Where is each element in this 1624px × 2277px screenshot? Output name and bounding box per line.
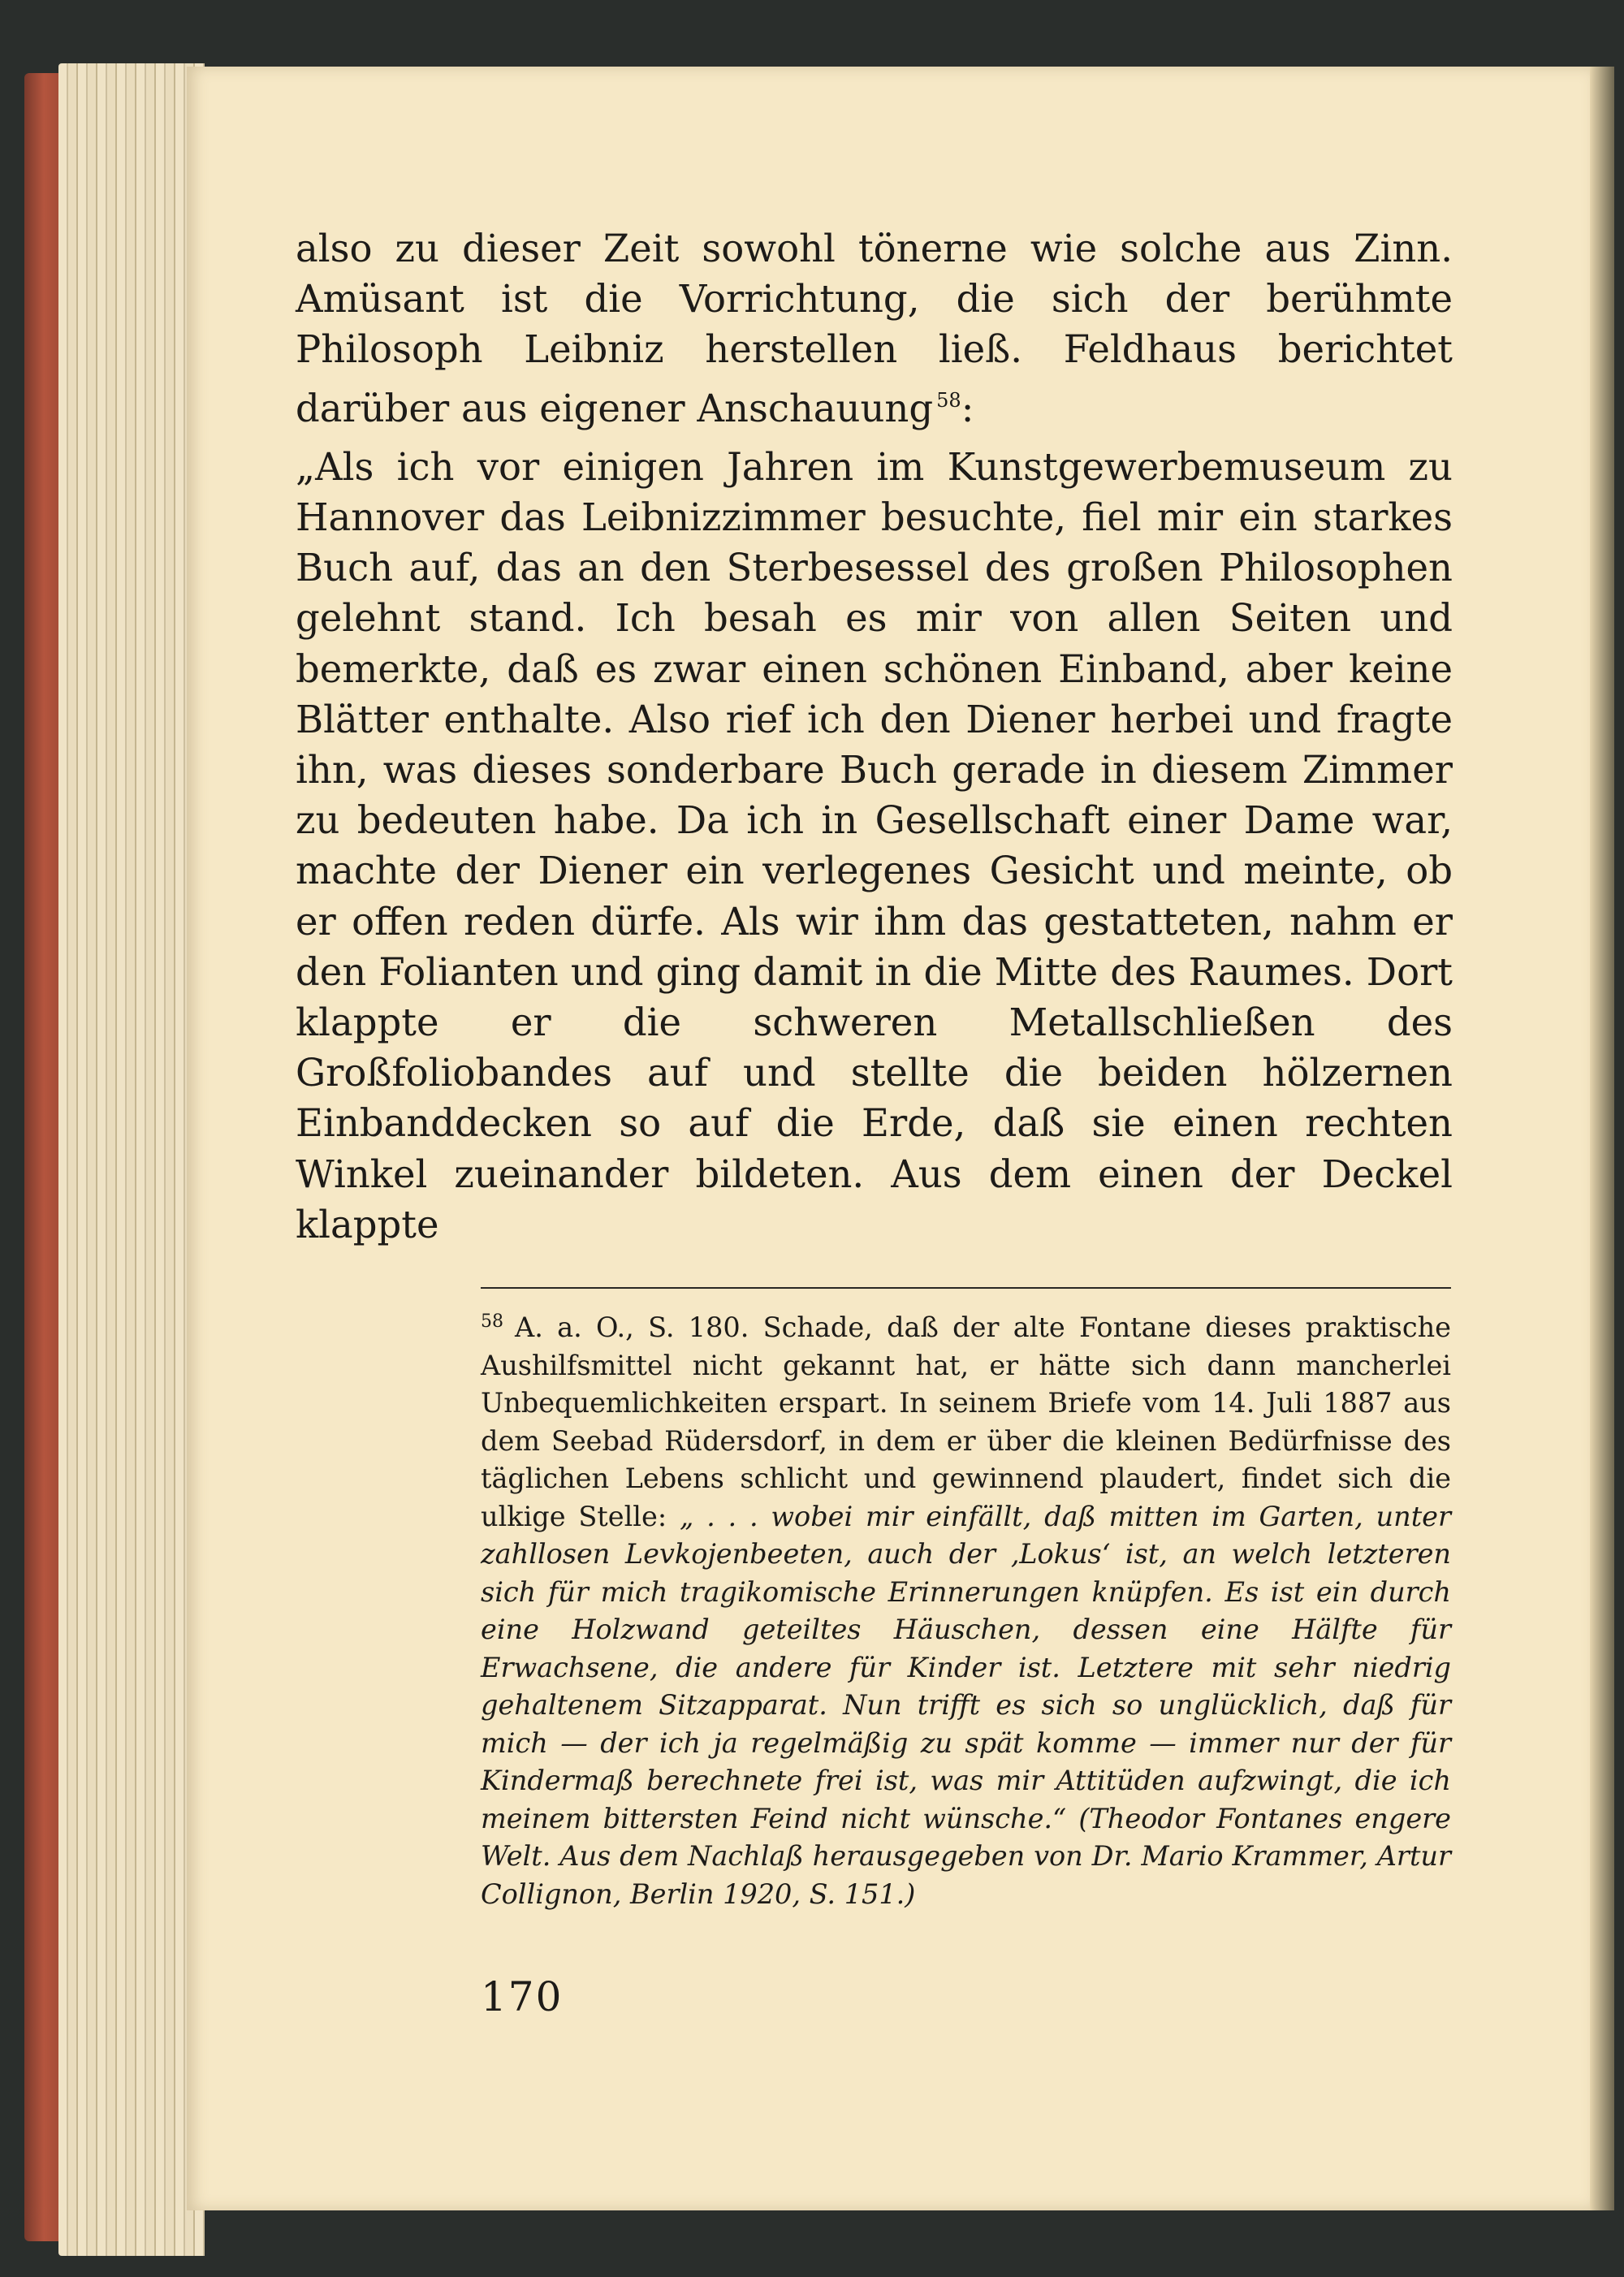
- page-number: 170: [481, 1973, 564, 2020]
- paragraph-1-text: also zu dieser Zeit sowohl tönerne wie solche aus Zinn. Amüsant ist die Vorrichtung, die sich der berühmte Philosoph Leibniz herstellen ließ. Feldhaus berichtet darüber aus eigener Anschauung: [296, 227, 1453, 430]
- paragraph-1: [296, 223, 1453, 434]
- footnote-separator-rule: [481, 1287, 1451, 1289]
- footnote-number: 58: [481, 1311, 503, 1332]
- footnote-roman-text: A. a. O., S. 180. Schade, daß der alte Fontane dieses praktische Aushilfsmittel nicht gekannt hat, er hätte sich dann mancherlei Unbequemlichkeiten erspart. In seinem Briefe vom 14. Juli 1887 aus dem Seebad Rüdersdorf, in dem er über die kleinen Bedürfnisse des täglichen Lebens schlicht und gewinnend plaudert, findet sich die ulkige Stelle:: [481, 1311, 1451, 1532]
- main-text: [296, 223, 1453, 1250]
- footnote: [481, 1303, 1451, 1913]
- footnote-italic-quote: „ . . . wobei mir einfällt, daß mitten im Garten, unter zahllosen Levkojenbeeten, auch der ‚Lokus‘ ist, an welch letzteren sich für mich tragikomische Erinnerungen knüpfen. Es ist ein durch eine Holzwand geteiltes Häuschen, dessen eine Hälfte für Erwachsene, die andere für Kinder ist. Letztere mit sehr niedrig gehaltenem Sitzapparat. Nun trifft es sich so unglücklich, daß für mich — der ich ja regelmäßig zu spät komme — immer nur der für Kindermaß berechnete frei ist, was mir Attitüden aufzwingt, die ich meinem bittersten Feind nicht wünsche.“ (Theodor Fontanes engere Welt. Aus dem Nachlaß herausgegeben von Dr. Mario Krammer, Artur Collignon, Berlin 1920, S. 151.): [481, 1500, 1452, 1910]
- footnote-reference: 58: [936, 388, 961, 412]
- page-stack-edges: [58, 63, 205, 2256]
- paragraph-2: „Als ich vor einigen Jahren im Kunstgewerbemuseum zu Hannover das Leibnizzimmer besuchte, fiel mir ein starkes Buch auf, das an den Sterbesessel des großen Philosophen gelehnt stand. Ich besah es mir von allen Seiten und bemerkte, daß es zwar einen schönen Einband, aber keine Blätter enthalte. Also rief ich den Diener herbei und fragte ihn, was dieses sonderbare Buch gerade in diesem Zimmer zu bedeuten habe. Da ich in Gesellschaft einer Dame war, machte der Diener ein verlegenes Gesicht und meinte, ob er offen reden dürfe. Als wir ihm das gestatteten, nahm er den Folianten und ging damit in die Mitte des Raumes. Dort klappte er die schweren Metallschließen des Großfoliobandes auf und stellte die beiden hölzernen Einbanddecken so auf die Erde, daß sie einen rechten Winkel zueinander bildeten. Aus dem einen der Deckel klappte: [296, 444, 1453, 1247]
- paragraph-1-colon: :: [961, 386, 974, 430]
